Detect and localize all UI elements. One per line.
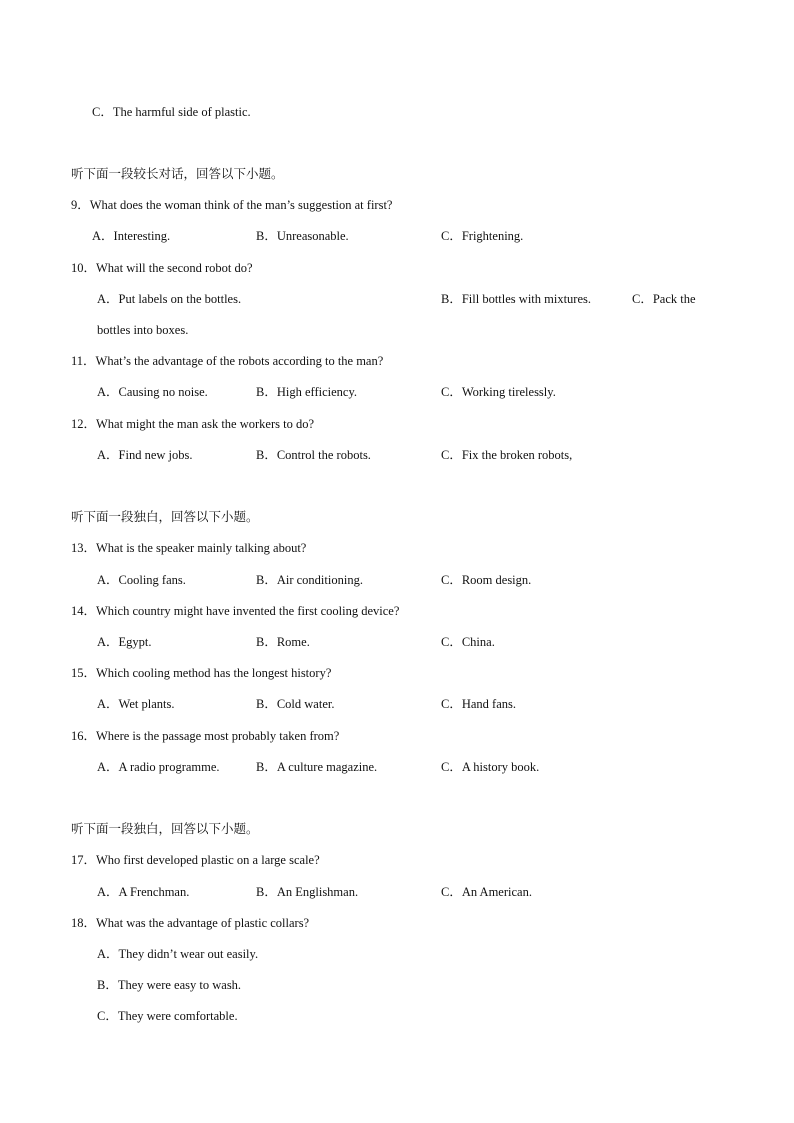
option-b: B．Cold water. <box>256 697 335 711</box>
option-c: C．Hand fans. <box>441 697 516 711</box>
question-11: 11．What’s the advantage of the robots according to the man? <box>71 354 384 368</box>
question-12: 12．What might the man ask the workers to do? <box>71 417 314 431</box>
option-c: C．Pack the <box>632 292 696 306</box>
option-c: C．Frightening. <box>441 229 524 243</box>
option-c: C．Fix the broken robots, <box>441 448 573 462</box>
section-heading: 听下面一段独白，回答以下小题。 <box>71 509 259 524</box>
option-a: A．Causing no noise. <box>97 385 208 399</box>
option-a: A．A radio programme. <box>97 760 220 774</box>
option-b: B．An Englishman. <box>256 885 359 899</box>
option-b: B．Unreasonable. <box>256 229 349 243</box>
question-15: 15．Which cooling method has the longest history? <box>71 666 332 680</box>
question-16: 16．Where is the passage most probably taken from? <box>71 729 340 743</box>
option-b: B．Rome. <box>256 635 310 649</box>
option-c: C．The harmful side of plastic. <box>92 105 251 119</box>
option-c: C．China. <box>441 635 495 649</box>
option-a: A．Interesting. <box>92 229 171 243</box>
question-13: 13．What is the speaker mainly talking about? <box>71 541 307 555</box>
option-b: B．High efficiency. <box>256 385 358 399</box>
option-a: A．Egypt. <box>97 635 152 649</box>
option-a: A．They didn’t wear out easily. <box>97 947 259 961</box>
question-18: 18．What was the advantage of plastic collars? <box>71 916 310 930</box>
option-b: B．A culture magazine. <box>256 760 378 774</box>
option-c: C．Room design. <box>441 573 532 587</box>
option-a: A．Put labels on the bottles. <box>97 292 242 306</box>
option-c: C．An American. <box>441 885 532 899</box>
question-17: 17．Who first developed plastic on a large scale? <box>71 853 320 867</box>
option-a: A．A Frenchman. <box>97 885 190 899</box>
option-a: A．Cooling fans. <box>97 573 186 587</box>
section-heading: 听下面一段独白，回答以下小题。 <box>71 821 259 836</box>
option-b: B．They were easy to wash. <box>97 978 242 992</box>
option-c: C．They were comfortable. <box>97 1009 238 1023</box>
section-heading: 听下面一段较长对话，回答以下小题。 <box>71 166 284 181</box>
question-14: 14．Which country might have invented the first cooling device? <box>71 604 400 618</box>
option-c-continued: bottles into boxes. <box>97 323 189 337</box>
option-a: A．Find new jobs. <box>97 448 193 462</box>
option-b: B．Air conditioning. <box>256 573 363 587</box>
option-b: B．Fill bottles with mixtures. <box>441 292 592 306</box>
option-c: C．Working tirelessly. <box>441 385 556 399</box>
option-a: A．Wet plants. <box>97 697 175 711</box>
option-b: B．Control the robots. <box>256 448 371 462</box>
question-9: 9．What does the woman think of the man’s suggestion at first? <box>71 198 393 212</box>
question-10: 10．What will the second robot do? <box>71 261 253 275</box>
option-c: C．A history book. <box>441 760 540 774</box>
